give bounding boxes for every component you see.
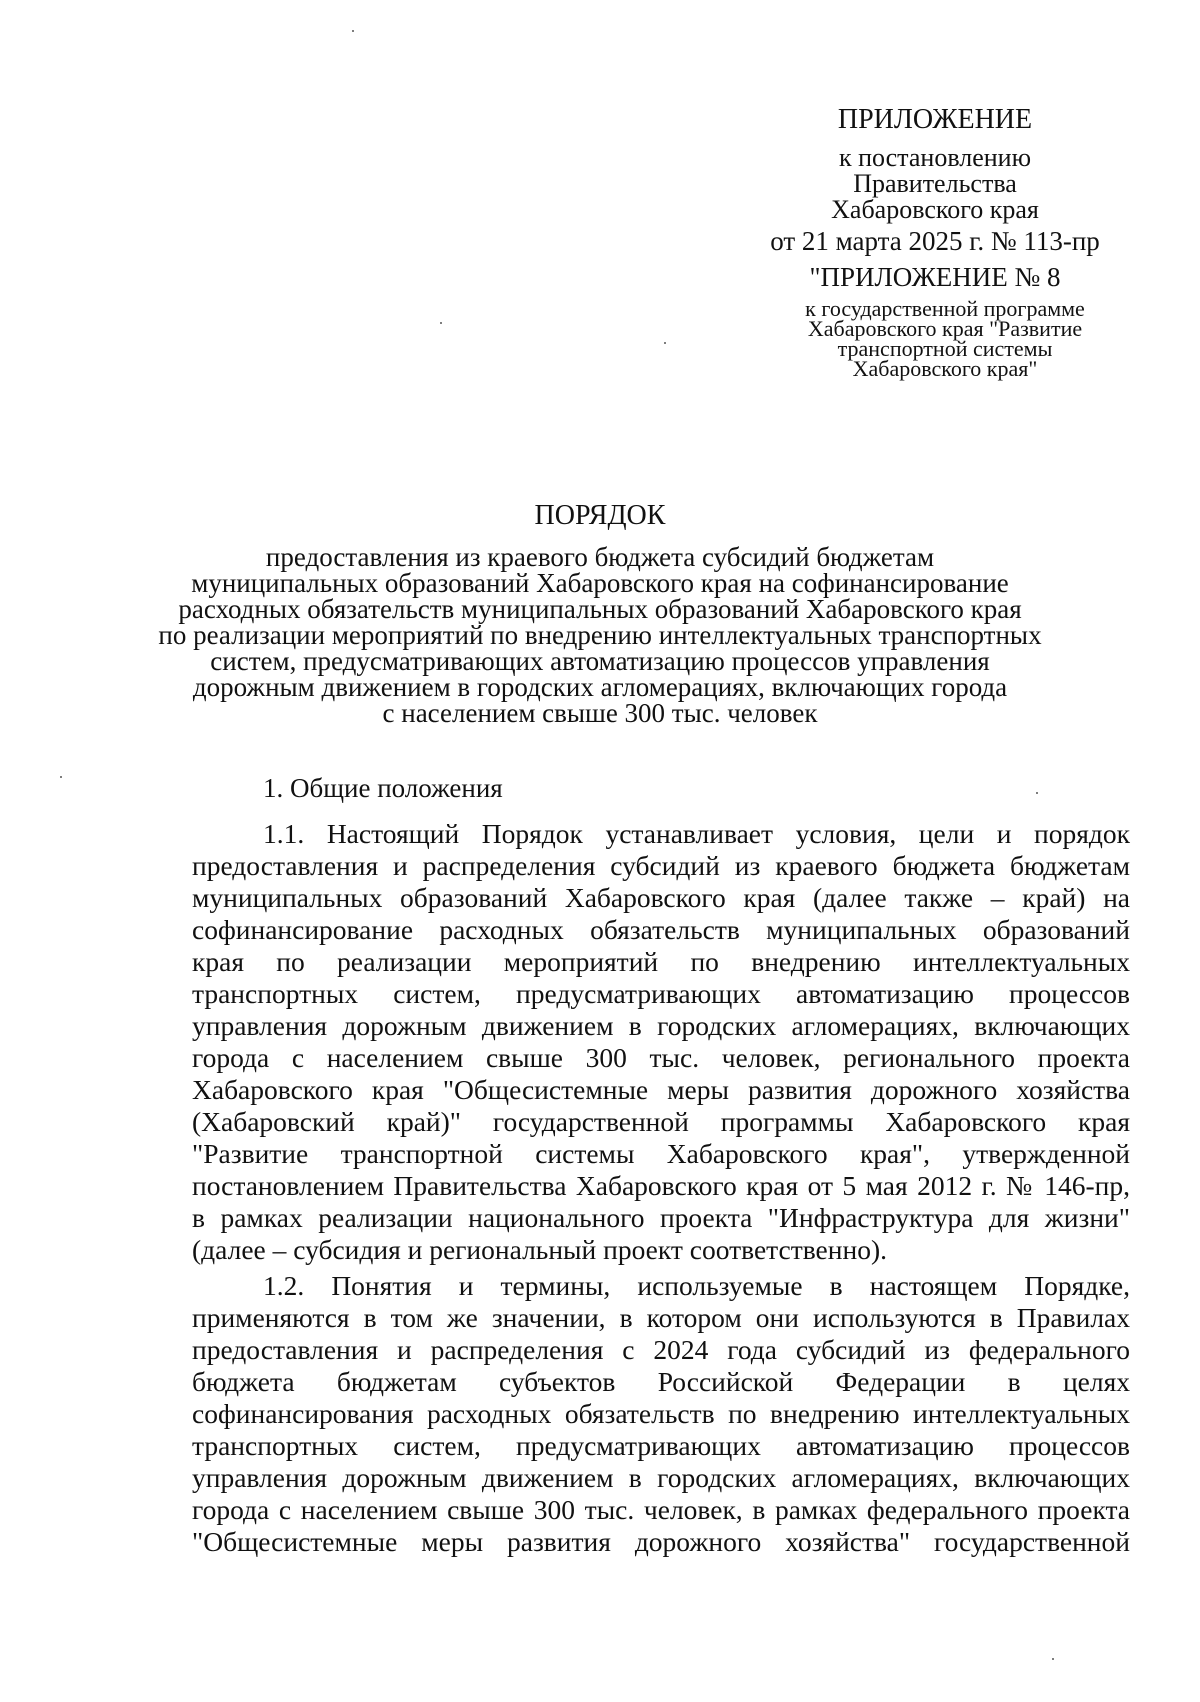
paragraph-line: управления дорожным движением в городских агломерациях, включающих: [192, 1010, 1130, 1041]
paragraph-line: города с населением свыше 300 тыс. человек, в рамках федерального проекта: [192, 1494, 1130, 1525]
subtitle-line: муниципальных образований Хабаровского края на софинансирование: [191, 568, 1009, 598]
subtitle-line: расходных обязательств муниципальных образований Хабаровского края: [178, 594, 1022, 624]
scan-speck: [60, 776, 62, 778]
scan-speck: [664, 342, 666, 344]
paragraph-line: софинансирование расходных обязательств муниципальных образований: [192, 914, 1130, 945]
header-line: к постановлению: [838, 143, 1032, 172]
subtitle-line: систем, предусматривающих автоматизацию процессов управления: [210, 646, 990, 676]
paragraph-line: (Хабаровский край)" государственной программы Хабаровского края: [192, 1106, 1130, 1137]
paragraph-line: "Развитие транспортной системы Хабаровского края", утвержденной: [192, 1138, 1130, 1169]
paragraph-line: бюджета бюджетам субъектов Российской Федерации в целях: [192, 1366, 1130, 1397]
paragraph-line: "Общесистемные меры развития дорожного хозяйства" государственной: [192, 1526, 1130, 1557]
subtitle-line: по реализации мероприятий по внедрению интеллектуальных транспортных: [158, 620, 1042, 650]
appendix-line: к государственной программе: [805, 296, 1085, 321]
header-line: Хабаровского края: [831, 195, 1039, 224]
paragraph-line: применяются в том же значении, в котором они используются в Правилах: [192, 1302, 1130, 1333]
paragraph-line: предоставления и распределения с 2024 года субсидий из федерального: [192, 1334, 1130, 1365]
subtitle-line: дорожным движением в городских агломерациях, включающих города: [192, 672, 1008, 702]
paragraph-line: муниципальных образований Хабаровского края (далее также – край) на: [192, 882, 1130, 913]
subtitle-line: с населением свыше 300 тыс. человек: [382, 698, 818, 728]
section-heading: 1. Общие положения: [263, 773, 503, 803]
paragraph-line: предоставления и распределения субсидий из краевого бюджета бюджетам: [192, 850, 1130, 881]
scan-speck: [352, 30, 354, 32]
appendix-line: Хабаровского края "Развитие: [807, 316, 1083, 341]
paragraph-line: 1.2. Понятия и термины, используемые в настоящем Порядке,: [263, 1270, 1130, 1301]
subtitle-line: предоставления из краевого бюджета субсидий бюджетам: [265, 542, 935, 572]
paragraph-line: софинансирования расходных обязательств по внедрению интеллектуальных: [192, 1398, 1130, 1429]
paragraph-line: постановлением Правительства Хабаровского края от 5 мая 2012 г. № 146-пр,: [192, 1170, 1130, 1201]
paragraph-line: транспортных систем, предусматривающих автоматизацию процессов: [192, 978, 1130, 1009]
scan-speck: [440, 322, 442, 324]
scan-speck: [1036, 792, 1038, 794]
scan-speck: [1052, 1658, 1054, 1660]
appendix-number: "ПРИЛОЖЕНИЕ № 8: [809, 262, 1061, 292]
paragraph-line: (далее – субсидия и региональный проект соответственно).: [192, 1234, 887, 1265]
paragraph-line: Хабаровского края "Общесистемные меры развития дорожного хозяйства: [192, 1074, 1130, 1105]
paragraph-line: транспортных систем, предусматривающих автоматизацию процессов: [192, 1430, 1130, 1461]
appendix-line: транспортной системы: [837, 336, 1053, 361]
resolution-date: от 21 марта 2025 г. № 113-пр: [770, 226, 1100, 256]
document-title: ПОРЯДОК: [534, 500, 666, 531]
paragraph-line: 1.1. Настоящий Порядок устанавливает условия, цели и порядок: [263, 818, 1130, 849]
paragraph-line: в рамках реализации национального проекта "Инфраструктура для жизни": [192, 1202, 1130, 1233]
appendix-line: Хабаровского края": [852, 356, 1038, 381]
paragraph-line: города с населением свыше 300 тыс. человек, регионального проекта: [192, 1042, 1130, 1073]
paragraph-line: края по реализации мероприятий по внедрению интеллектуальных: [192, 946, 1130, 977]
header-line: Правительства: [853, 169, 1017, 198]
paragraph-line: управления дорожным движением в городских агломерациях, включающих: [192, 1462, 1130, 1493]
appendix-title: ПРИЛОЖЕНИЕ: [837, 104, 1033, 135]
